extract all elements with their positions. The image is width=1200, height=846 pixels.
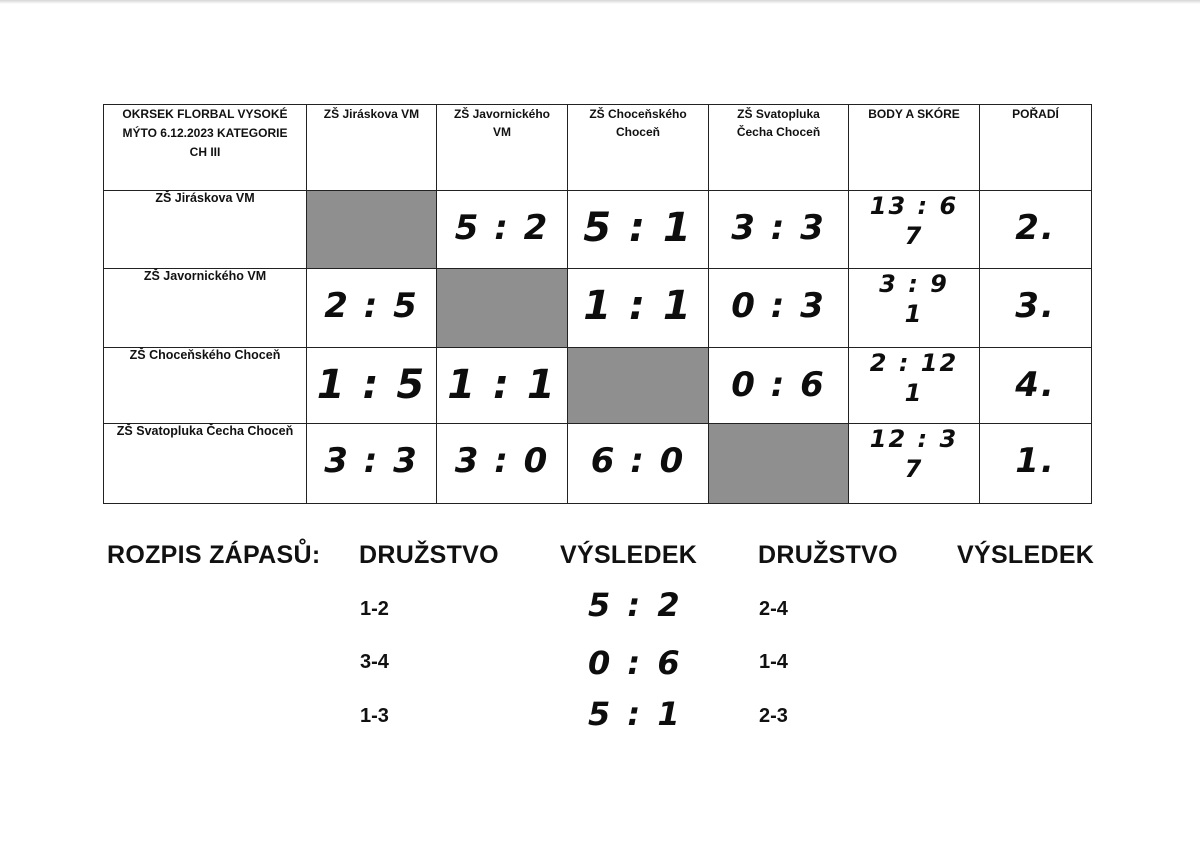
goal-score: 12 : 3 [869, 425, 959, 453]
team-header-2: ZŠ Javornického VM [437, 105, 568, 191]
points: 7 [904, 455, 924, 483]
schedule-match: 3-4 [360, 651, 389, 673]
row-team-name: ZŠ Choceňského Choceň [104, 348, 307, 424]
score-cell: 1 : 1 [568, 269, 709, 348]
result-column-label: VÝSLEDEK [560, 541, 698, 569]
result-column-label: VÝSLEDEK [957, 541, 1095, 569]
corner-header: OKRSEK FLORBAL VYSOKÉ MÝTO 6.12.2023 KATEGORIE CH III [104, 105, 307, 191]
diagonal-shaded-cell [307, 191, 437, 269]
score-cell: 2 : 5 [307, 269, 437, 348]
scan-edge [0, 0, 1200, 4]
rank-cell: 4. [980, 348, 1092, 424]
header-row [104, 105, 1092, 191]
score-cell: 5 : 1 [568, 191, 709, 269]
score-cell: 1 : 5 [307, 348, 437, 424]
schedule-match: 2-4 [759, 598, 788, 620]
points-score-cell [849, 348, 980, 424]
score-cell: 1 : 1 [437, 348, 568, 424]
table-row [104, 348, 1092, 424]
team-column-label: DRUŽSTVO [359, 541, 499, 569]
score-cell: 6 : 0 [568, 424, 709, 504]
diagonal-shaded-cell [709, 424, 849, 504]
schedule-match: 1-4 [759, 651, 788, 673]
score-cell: 3 : 3 [709, 191, 849, 269]
results-table [103, 104, 1092, 504]
rank-cell: 1. [980, 424, 1092, 504]
schedule-match: 1-3 [360, 705, 389, 727]
points: 7 [904, 222, 924, 250]
score-cell: 0 : 3 [709, 269, 849, 348]
score-cell: 5 : 2 [437, 191, 568, 269]
team-column-label: DRUŽSTVO [758, 541, 898, 569]
score-cell: 3 : 0 [437, 424, 568, 504]
rank-header: POŘADÍ [980, 105, 1092, 191]
schedule-result: 5 : 1 [588, 695, 683, 733]
goal-score: 13 : 6 [869, 192, 959, 220]
points-score-cell [849, 269, 980, 348]
team-header-4: ZŠ Svatopluka Čecha Choceň [709, 105, 849, 191]
score-cell: 3 : 3 [307, 424, 437, 504]
table-row [104, 424, 1092, 504]
diagonal-shaded-cell [437, 269, 568, 348]
schedule-match: 1-2 [360, 598, 389, 620]
points-score-header: BODY A SKÓRE [849, 105, 980, 191]
row-team-name: ZŠ Svatopluka Čecha Choceň [104, 424, 307, 504]
team-header-3: ZŠ Choceňského Choceň [568, 105, 709, 191]
diagonal-shaded-cell [568, 348, 709, 424]
table-row [104, 269, 1092, 348]
rank-cell: 2. [980, 191, 1092, 269]
row-team-name: ZŠ Jiráskova VM [104, 191, 307, 269]
table-row [104, 191, 1092, 269]
points: 1 [904, 379, 924, 407]
points-score-cell [849, 424, 980, 504]
schedule-match: 2-3 [759, 705, 788, 727]
points-score-cell [849, 191, 980, 269]
schedule-result: 0 : 6 [588, 644, 683, 682]
goal-score: 2 : 12 [869, 349, 959, 377]
points: 1 [904, 300, 924, 328]
rank-cell: 3. [980, 269, 1092, 348]
goal-score: 3 : 9 [879, 270, 949, 298]
schedule-title: ROZPIS ZÁPASŮ: [107, 541, 321, 569]
schedule-result: 5 : 2 [588, 586, 683, 624]
score-cell: 0 : 6 [709, 348, 849, 424]
team-header-1: ZŠ Jiráskova VM [307, 105, 437, 191]
row-team-name: ZŠ Javornického VM [104, 269, 307, 348]
